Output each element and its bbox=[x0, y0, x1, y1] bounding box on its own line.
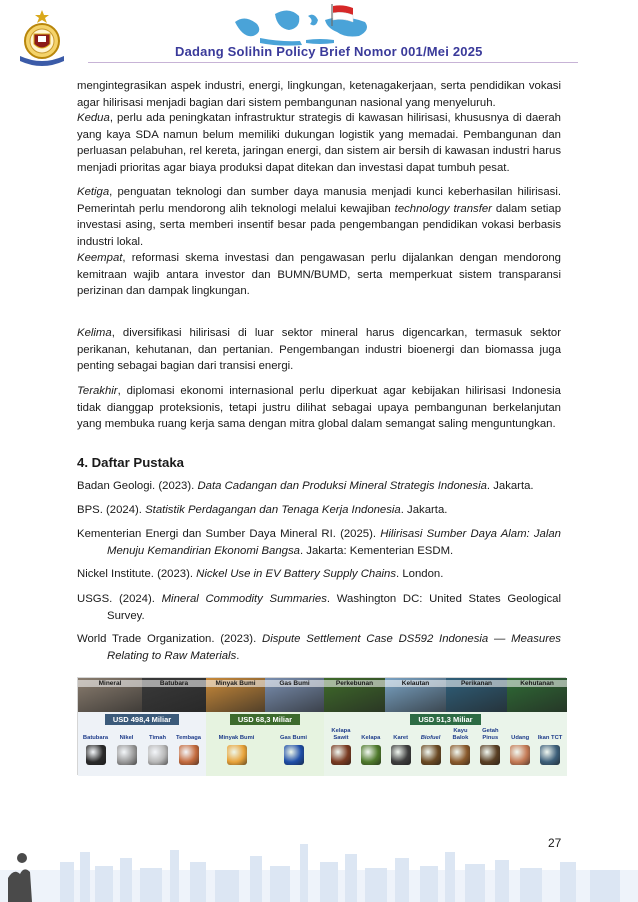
commodity-item bbox=[416, 726, 446, 765]
photo-label: Gas Bumi bbox=[265, 680, 324, 687]
reference-author: Nickel Institute. (2023). bbox=[77, 568, 197, 580]
page-number: 27 bbox=[548, 836, 562, 850]
value-banner bbox=[78, 714, 206, 725]
paragraph-text: mengintegrasikan aspek industri, energi, lingkungan, ketenagakerjaan, serta pendidikan vokasi agar hilirisasi menjadi bagian dari sistem pembangunan nasional yang menyeluruh. bbox=[77, 80, 561, 109]
paragraph bbox=[77, 78, 561, 111]
commodity-label: Timah bbox=[149, 735, 166, 741]
photo-label: Minyak Bumi bbox=[206, 680, 265, 687]
infographic-segment-mineral bbox=[78, 678, 206, 776]
emblem-logo-icon bbox=[12, 8, 72, 68]
commodity-image-icon bbox=[227, 745, 247, 765]
photo-tile bbox=[507, 678, 567, 712]
commodity-image-icon bbox=[540, 745, 560, 765]
reference-title: Statistik Perdagangan dan Tenaga Kerja Indonesia bbox=[145, 504, 401, 516]
paragraph bbox=[77, 325, 561, 375]
header-divider bbox=[88, 62, 578, 63]
photo-tile bbox=[385, 678, 446, 712]
commodity-item bbox=[356, 726, 386, 765]
emphasis-text: technology transfer bbox=[394, 202, 492, 215]
commodity-image-icon bbox=[179, 745, 199, 765]
commodity-item bbox=[446, 726, 476, 765]
paragraph-text: , diversifikasi hilirisasi di luar sektor mineral harus digencarkan, termasuk sektor perikanan, kehutanan, dan pertanian. Pengembangan industri bioenergi dan biomassa juga penting sebagai bagian dari transisi energi. bbox=[77, 327, 561, 373]
paragraph-lead: Ketiga bbox=[77, 186, 110, 198]
reference-author: BPS. (2024). bbox=[77, 504, 146, 516]
commodity-label: Kayu Balok bbox=[452, 728, 469, 741]
reference-title: Data Cadangan dan Produksi Mineral Strategis Indonesia bbox=[197, 480, 487, 492]
reference-publisher: . Jakarta: Kementerian ESDM. bbox=[299, 544, 454, 557]
paragraph-text: , perlu ada peningkatan infrastruktur strategis di kawasan hilirisasi, khususnya di daerah yang kaya SDA namun belum memiliki dukungan logistik yang memadai. Pembangunan dan perluasan pelabuhan, rel kereta, jaringan energi, dan sistem air bersih di kawasan industri harus menjadi prioritas agar biaya produksi dapat ditekan dan investasi dapat tumbuh pesat. bbox=[77, 112, 561, 174]
photo-tile bbox=[446, 678, 507, 712]
value-text: USD 498,4 Miliar bbox=[105, 714, 179, 725]
commodity-item bbox=[81, 726, 111, 765]
photo-tile bbox=[324, 678, 385, 712]
paragraph-text: , penguatan teknologi dan sumber daya manusia menjadi kunci keberhasilan hilirisasi. Pemerintah perlu mendorong alih teknologi melalui kewajiban bbox=[77, 186, 561, 215]
reference-publisher: . Washington DC: United States Geological Survey. bbox=[107, 593, 561, 622]
commodity-label: Udang bbox=[511, 735, 530, 741]
commodity-image-icon bbox=[480, 745, 500, 765]
paragraph bbox=[77, 383, 561, 433]
photo-label: Perkebunan bbox=[324, 680, 385, 687]
reference-title: Nickel Use in EV Battery Supply Chains bbox=[196, 568, 397, 580]
photo-label: Kehutanan bbox=[507, 680, 567, 687]
page-header bbox=[0, 0, 638, 75]
paragraph-lead: Terakhir bbox=[77, 385, 118, 397]
reference-author: World Trade Organization. (2023). bbox=[77, 633, 263, 645]
value-banner bbox=[324, 714, 567, 725]
indonesia-flag-icon bbox=[330, 4, 356, 26]
photo-tile bbox=[78, 678, 142, 712]
reference-item bbox=[77, 566, 561, 583]
commodity-image-icon bbox=[391, 745, 411, 765]
commodity-item bbox=[274, 726, 314, 765]
commodity-image-icon bbox=[421, 745, 441, 765]
value-banner bbox=[206, 714, 324, 725]
paragraph bbox=[77, 110, 561, 176]
commodity-label: Nikel bbox=[119, 735, 134, 741]
reference-item bbox=[77, 478, 561, 495]
commodity-label: Ikan TCT bbox=[537, 735, 563, 741]
reference-publisher: . bbox=[236, 649, 240, 662]
photo-tile bbox=[206, 678, 265, 712]
commodity-label: Getah Pinus bbox=[482, 728, 499, 741]
reference-author: Kementerian Energi dan Sumber Daya Mineral RI. (2025). bbox=[77, 528, 381, 540]
commodity-label: Biofuel bbox=[420, 735, 441, 741]
commodity-label: Kelapa Sawit bbox=[331, 728, 351, 741]
commodity-image-icon bbox=[148, 745, 168, 765]
paragraph-text: , reformasi skema investasi dan pengawasan perlu dijalankan dengan mendorong kemitraan wajib antara investor dan BUMN/BUMD, serta memperkuat sistem transparansi perizinan dan dampak lingkungan. bbox=[77, 252, 561, 298]
value-text: USD 51,3 Miliar bbox=[410, 714, 480, 725]
reference-title: Hilirisasi Sumber Daya Alam: Jalan Menuju Kemandirian Ekonomi Bangsa bbox=[107, 528, 561, 557]
commodity-label: Kelapa bbox=[361, 735, 381, 741]
photo-label: Batubara bbox=[142, 680, 206, 687]
value-text: USD 68,3 Miliar bbox=[230, 714, 300, 725]
paragraph-lead: Kelima bbox=[77, 327, 112, 339]
commodity-image-icon bbox=[450, 745, 470, 765]
reference-title: Mineral Commodity Summaries bbox=[161, 593, 327, 605]
footer-cityscape-illustration bbox=[0, 832, 638, 902]
photo-label: Kelautan bbox=[385, 680, 446, 687]
paragraph-lead: Keempat bbox=[77, 252, 123, 264]
commodity-item bbox=[174, 726, 204, 765]
photo-tile bbox=[142, 678, 206, 712]
reference-item bbox=[77, 591, 561, 624]
commodity-item bbox=[505, 726, 535, 765]
commodity-item bbox=[535, 726, 565, 765]
commodity-label: Batubara bbox=[82, 735, 109, 741]
commodity-label: Minyak Bumi bbox=[218, 735, 255, 741]
reference-publisher: . Jakarta. bbox=[486, 480, 534, 492]
reference-author: USGS. (2024). bbox=[77, 593, 162, 605]
commodity-image-icon bbox=[331, 745, 351, 765]
infographic-segment-energy bbox=[206, 678, 324, 776]
commodity-image-icon bbox=[510, 745, 530, 765]
paragraph-text: dalam setiap investasi asing, serta memberi insentif besar pada pengembangan pendidikan vokasi berbasis industri lokal. bbox=[77, 202, 562, 248]
section-heading: 4. Daftar Pustaka bbox=[77, 455, 185, 470]
photo-tile bbox=[265, 678, 324, 712]
photo-label: Perikanan bbox=[446, 680, 507, 687]
reference-title: Dispute Settlement Case DS592 Indonesia — Measures Relating to Raw Materials bbox=[107, 633, 561, 662]
reference-publisher: . London. bbox=[396, 568, 444, 580]
photo-label: Mineral bbox=[78, 680, 142, 687]
reference-item bbox=[77, 631, 561, 664]
commodity-label: Gas Bumi bbox=[279, 735, 308, 741]
reference-publisher: . Jakarta. bbox=[400, 504, 448, 516]
commodity-item bbox=[475, 726, 505, 765]
commodity-image-icon bbox=[361, 745, 381, 765]
reference-item bbox=[77, 502, 561, 519]
paragraph-text: , diplomasi ekonomi internasional perlu diperkuat agar kebijakan hilirisasi Indonesia tidak dianggap proteksionis, tetapi justru dilihat sebagai upaya pembangunan berkelanjutan yang membuka ruang kerja sama dengan mitra global dalam semangat saling menguntungkan. bbox=[77, 385, 561, 431]
commodity-item bbox=[386, 726, 416, 765]
commodity-image-icon bbox=[284, 745, 304, 765]
indonesia-map-icon bbox=[230, 2, 380, 50]
paragraph bbox=[77, 184, 561, 250]
paragraph bbox=[77, 250, 561, 300]
export-value-infographic bbox=[77, 677, 566, 775]
reference-item bbox=[77, 526, 561, 559]
commodity-item bbox=[143, 726, 173, 765]
commodity-image-icon bbox=[117, 745, 137, 765]
infographic-segment-renewables bbox=[324, 678, 567, 776]
commodity-label: Tembaga bbox=[175, 735, 202, 741]
commodity-image-icon bbox=[86, 745, 106, 765]
reference-author: Badan Geologi. (2023). bbox=[77, 480, 198, 492]
commodity-label: Karet bbox=[393, 735, 409, 741]
commodity-item bbox=[217, 726, 257, 765]
header-title: Dadang Solihin Policy Brief Nomor 001/Mei 2025 bbox=[175, 44, 483, 59]
commodity-item bbox=[112, 726, 142, 765]
commodity-item bbox=[326, 726, 356, 765]
paragraph-lead: Kedua bbox=[77, 112, 110, 124]
